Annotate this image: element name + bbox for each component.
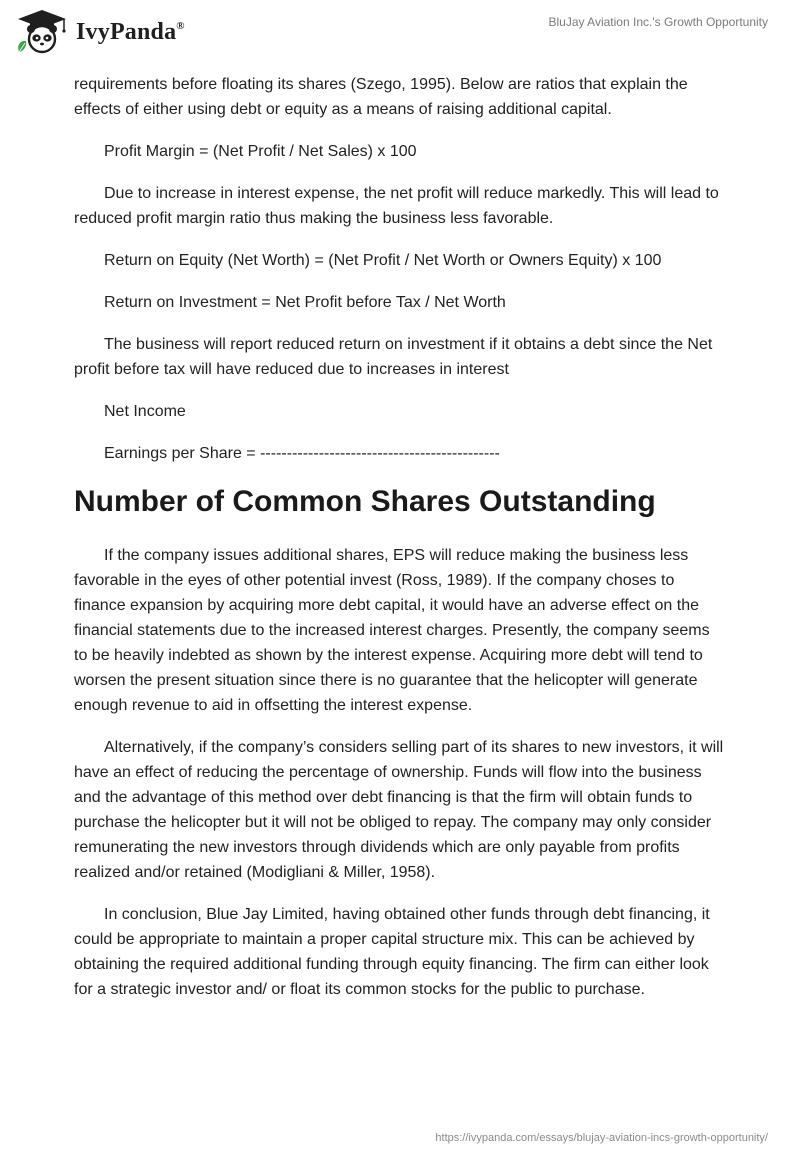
profit-margin-formula: Profit Margin = (Net Profit / Net Sales) x 100 — [104, 143, 417, 160]
paragraph-conclusion: In conclusion, Blue Jay Limited, having obtained other funds through debt financing, it could be appropriate to maintain a proper capital structure mix. This can be achieved by obtaining the required additional funding through equity financing. The firm can either look for a strategic investor and/ or float its common stocks for the public to purchase. — [74, 906, 710, 998]
eps-numerator: Net Income — [104, 403, 186, 420]
eps-formula: Earnings per Share = --------------------------------------------- — [104, 445, 500, 462]
paragraph-roi: The business will report reduced return on investment if it obtains a debt since the Net profit before tax will have reduced due to increases in interest — [74, 336, 713, 378]
paragraph-equity: Alternatively, if the company’s considers selling part of its shares to new investors, it will have an effect of reducing the percentage of ownership. Funds will flow into the business and the advantage of this method over debt financing is that the firm will obtain funds to purchase the helicopter but it will not be obliged to repay. The company may only consider remunerating the new investors through dividends which are only payable from profits realized and/or retained (Modigliani & Miller, 1958). — [74, 739, 724, 881]
paragraph-continuation: requirements before floating its shares (Szego, 1995). Below are ratios that explain the effects of either using debt or equity as a means of raising additional capital. — [74, 76, 688, 118]
essay-content — [74, 72, 726, 1019]
section-heading: Number of Common Shares Outstanding — [74, 485, 656, 518]
paragraph-profit-margin: Due to increase in interest expense, the net profit will reduce markedly. This will lead to reduced profit margin ratio thus making the business less favorable. — [74, 185, 719, 227]
paragraph-eps: If the company issues additional shares, EPS will reduce making the business less favorable in the eyes of other potential invest (Ross, 1989). If the company choses to finance expansion by acquiring more debt capital, it would have an adverse effect on the financial statements due to the increased interest charges. Presently, the company seems to be heavily indebted as shown by the interest expense. Acquiring more debt will tend to worsen the present situation since there is no guarantee that the helicopter will generate enough revenue to aid in offsetting the interest expense. — [74, 547, 710, 714]
roe-formula: Return on Equity (Net Worth) = (Net Profit / Net Worth or Owners Equity) x 100 — [104, 252, 662, 269]
page-header — [0, 0, 800, 72]
source-url[interactable]: https://ivypanda.com/essays/blujay-aviation-incs-growth-opportunity/ — [435, 1132, 768, 1144]
document-title: BluJay Aviation Inc.'s Growth Opportunity — [548, 15, 768, 29]
brand-name: IvyPanda® — [76, 18, 185, 45]
panda-graduate-icon — [14, 8, 70, 56]
ivypanda-logo[interactable] — [14, 8, 185, 56]
roi-formula: Return on Investment = Net Profit before Tax / Net Worth — [104, 294, 506, 311]
